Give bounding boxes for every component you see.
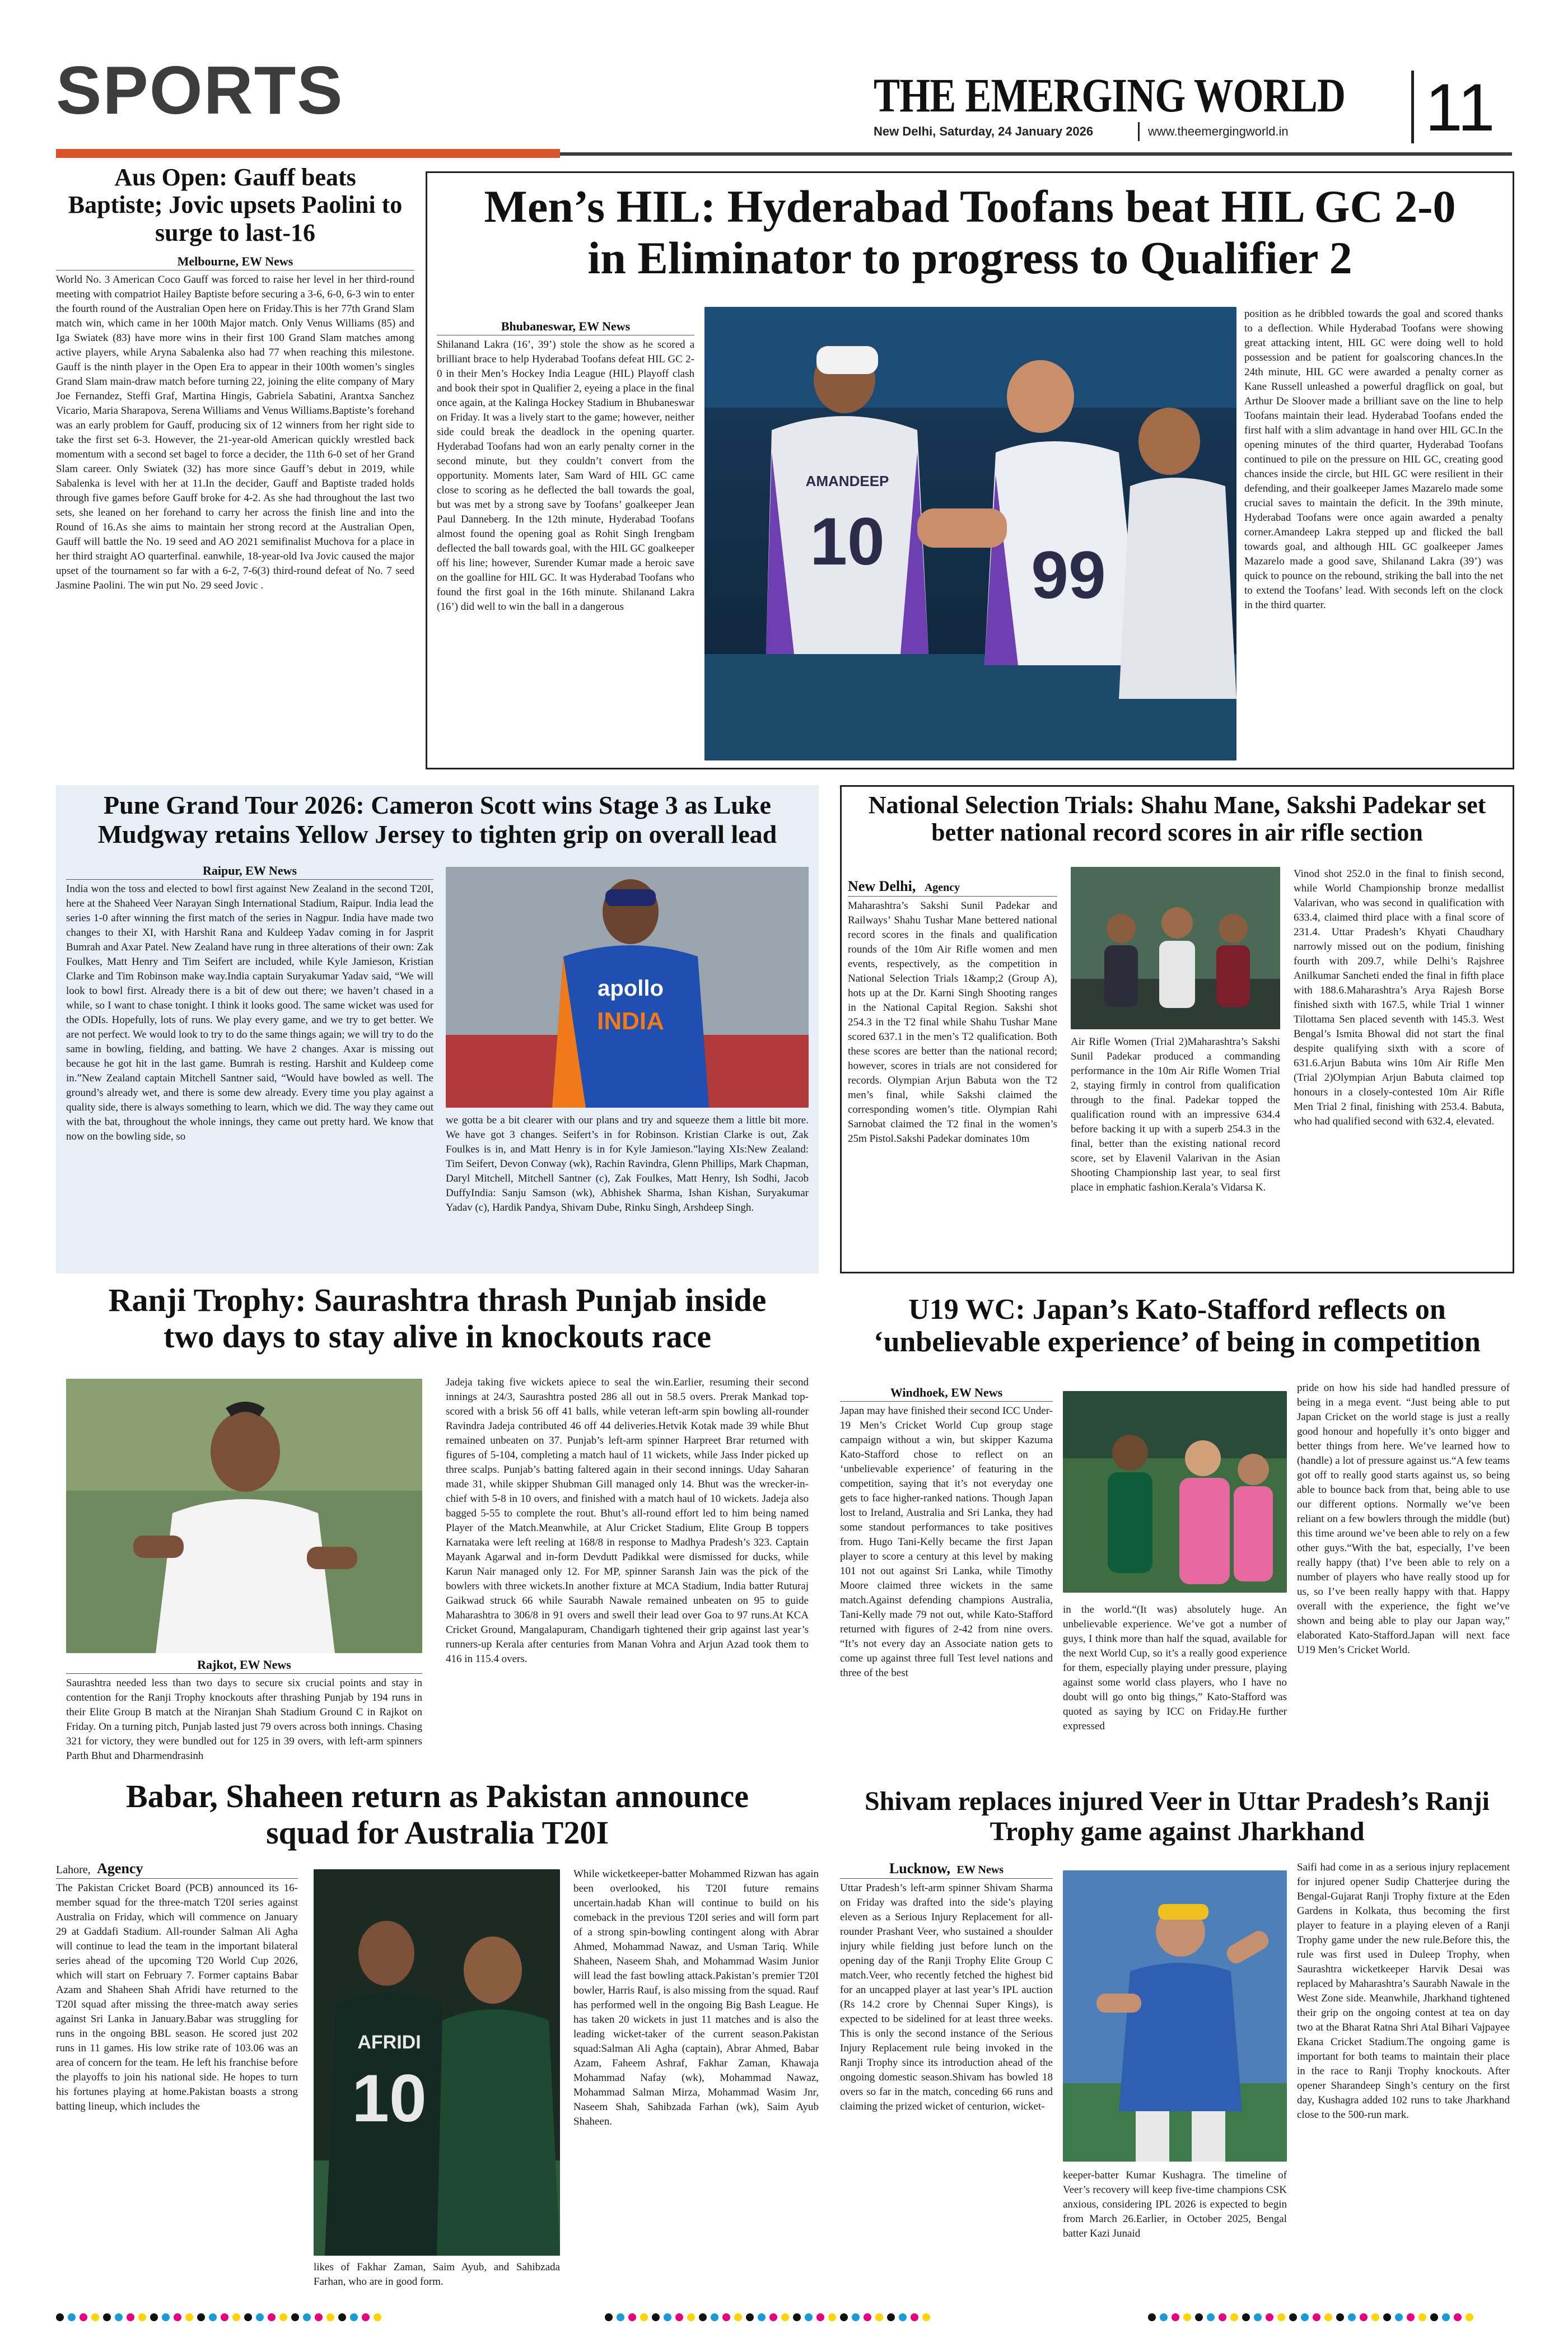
registration-dot: [174, 2313, 181, 2321]
hil-right-column: position as he dribbled towards the goal and scored thanks to a deflection. While Hyderabad Toofans were showing great attacking intent, HIL GC were doing well to hold possession and be patient for goalscoring chances.In the 24th minute, HIL GC were awarded a penalty corner as Kane Russell unleashed a powerful dragflick on goal, but Arthur De Sloover made a brilliant save on the line to help Toofans maintain their lead. Hyderabad Toofans ended the first half with a slim advantage in hand over HIL GC.In the opening minutes of the third quarter, Hyderabad Toofans continued to pile on the pressure on HIL GC, creating good chances inside the circle, but HIL GC were resilient in their defending, and their goalkeeper James Mazarelo made some crucial saves to maintain the deficit. In the 39th minute, Hyderabad Toofans were once again awarded a penalty corner.Amandeep Lakra stepped up and flicked the ball towards goal, and although HIL GC goalkeeper James Mazarelo made a good save, Shilanand Lakra (39’) was quick to pounce on the rebound, striking the ball into the net to extend the Toofans’ lead. With seconds left on the clock in the third quarter.: [1244, 308, 1503, 611]
jersey-number-left: 10: [810, 504, 885, 579]
shooters-photo-art: [1071, 867, 1280, 1029]
article-body: Japan may have finished their second ICC Under-19 Men’s Cricket World Cup group stage campaign without a win, but skipper Kazuma Kato-Stafford chose to reflect on an ‘unbelievable experience’ of featuring in the competition, saying that it’s not everyday one gets to face higher-ranked nations. Though Japan lost to Ireland, Australia and Sri Lanka, they had some standout performances to take positives from. Hugo Tani-Kelly became the first Japan player to score a century at this level by making 101 not out against Sri Lanka, while Timothy Moore claimed three wickets in the same match.Against defending champions Australia, Tani-Kelly made 79 not out, while Kato-Stafford returned with figures of 2-42 from nine overs. “It’s not every day an Associate nation gets to come up against three full Test level nations and three of the best: [840, 1405, 1053, 1679]
ranji-right-column: Jadeja taking five wickets apiece to seal the win.Earlier, resuming their second innings at 24/3, Saurashtra posted 286 all out in 58.5 overs. Prerak Mankad top-scored with a brisk 56 off 41 balls, while veteran left-arm spin bowling all-rounder Ravindra Jadeja contributed 46 off 44 deliveries.Hetvik Kotak made 39 while Bhut remained unbeaten on 37. Punjab’s left-arm spinner Harpreet Brar returned with figures of 5-104, completing a match haul of 11 wickets, while Jass Inder picked up three scalps. Punjab’s batting faltered again in their second innings. Uday Saharan made 31, while skipper Shubman Gill managed only 14. Bhut was the wrecker-in-chief with 5-8 in 10 overs, and finished with a match haul of 10 wickets. Jadeja also bagged 5-55 to complete the rout. Bhut’s all-round effort led to him being named Player of the Match.Meanwhile, at Alur Cricket Stadium, Elite Group B toppers Karnataka were left reeling at 168/8 in response to Madhya Pradesh’s 323. Captain Mayank Agarwal and in-form Devdutt Padikkal were dismissed for ducks, while Karun Nair managed only 12. For MP, spinner Saransh Jain was the pick of the bowlers with three wickets.In another fixture at MCA Stadium, India batter Ruturaj Gaikwad struck 66 while Saurabh Nawale remained unbeaten on 95 to guide Maharashtra to 306/8 in 91 overs and swell their lead over Goa to 97 runs.At KCA Cricket Ground, Mangalapuram, Chandigarh tightened their grip against last year’s runners-up Kerala after centuries from Manan Vohra and Arjun Azad took them to 416 in 115.4 overs.: [446, 1376, 809, 1665]
headline[interactable]: Men’s HIL: Hyderabad Toofans beat HIL GC 2-0 in Eliminator to progress to Qualifier 2: [484, 181, 1456, 283]
registration-dot: [1371, 2313, 1379, 2321]
registration-dot: [1160, 2313, 1168, 2321]
website-link[interactable]: www.theemergingworld.in: [1148, 124, 1289, 138]
dateline-source: Agency: [97, 1860, 143, 1877]
jersey-brand: apollo: [598, 976, 664, 1001]
registration-dot: [828, 2313, 836, 2321]
dateline: Raipur, EW News: [66, 864, 433, 880]
registration-dot: [734, 2313, 742, 2321]
registration-dot: [256, 2313, 264, 2321]
trials-right-column: Vinod shot 252.0 in the final to finish second, while World Championship bronze medallist Valarivan, who was second in qualification with 633.4, claimed third place with a final score of 231.4. Uttar Pradesh’s Khyati Chaudhary narrowly missed out on the podium, finishing fourth with 209.7, while Delhi’s Rajshree Anilkumar Sancheti ended the final in fifth place with 188.6.Maharashtra’s Arya Rajesh Borse finished sixth with 167.5, while Trial 1 winner Tilottama Sen placed seventh with 145.3. West Bengal’s Ismita Bhowal did not start the final despite qualifying sixth with a score of 631.6.Arjun Babuta wins 10m Air Rifle Men (Trial 2)Olympian Arjun Babuta claimed top honours in a closely-contested 10m Air Rifle Men Trial 2 final, finishing with 253.4. Babuta, who had qualified second with 632.4, elevated.: [1294, 868, 1504, 1127]
header-accent-bar: [56, 149, 560, 158]
headline[interactable]: Aus Open: Gauff beats Baptiste; Jovic upsets Paolini to surge to last-16: [68, 164, 403, 246]
registration-dot: [68, 2313, 76, 2321]
registration-dot: [640, 2313, 648, 2321]
dateline: Rajkot, EW News: [66, 1658, 422, 1674]
babar-mid-column: likes of Fakhar Zaman, Saim Ayub, and Sahibzada Farhan, who are in good form.: [314, 2261, 560, 2288]
registration-dot: [138, 2313, 146, 2321]
registration-dot: [816, 2313, 824, 2321]
article-body: India won the toss and elected to bowl first against New Zealand in the second T20I, here at the Shaheed Veer Narayan Singh International Stadium, Raipur. India lead the series 1-0 after winning the first match of the series in Nagpur. India have made two changes to their XI, with Harshit Rana and Kuldeep Yadav coming in for Jasprit Bumrah and Axar Patel. New Zealand have rung in three alterations of their own: Zak Foulkes, Matt Henry and Tim Seifert are included, while Kyle Jamieson, Kristian Clarke and Tim Robinson make way.India captain Suryakumar Yadav said, “We will look to bowl first. Already there is a bit of dew out there; we haven’t chased in a while, so I want to chase tonight. I think it looks good. The same wicket was used for the ODIs. Hopefully, lots of runs. We play every game, and we try to get better. We are not perfect. We would look to try to do the same things again; we will try to do the same in bowling, fielding, and batting. We have 2 changes. Axar is missing out because he got hit in the last game. Bumrah is resting. Harshit and Kuldeep come in.”New Zealand captain Mitchell Santner said, “Would have bowled as well. The ground’s already wet, and there is some dew already. Every time you play against a quality side, there is always something to learn, which we did. The way they came out with the bat, throughout the whole innings, they came out pretty hard. We know that now on the bowling side, so: [66, 883, 433, 1142]
pune-left-column: [66, 864, 433, 1270]
article-body: World No. 3 American Coco Gauff was forced to raise her level in her third-round meeting with compatriot Hailey Baptiste before securing a 3-6, 6-0, 6-3 win to enter the fourth round of the Australian Open here on Friday.This is her 77th Grand Slam match win, which came in her 100th Major match. Only Venus Williams (85) and Iga Swiatek (83) have more wins in their first 100 Grand Slam matches among active players, while Aryna Sabalenka also had 77 when reaching this milestone. Gauff is the ninth player in the Open Era to appear in their 100th women’s singles Grand Slam main-draw match before turning 22, joining the elite company of Mary Joe Fernandez, Steffi Graf, Martina Hingis, Gabriela Sabatini, Arantxa Sanchez Vicario, Maria Sharapova, Serena Williams and Venus Williams.Baptiste’s forehand was an early problem for Gauff, producing six of 12 winners from her right side to take the first set 6-3. However, the 21-year-old American quickly wrestled back momentum with a second set bagel to force a decider, the 11th 6-0 set of her Grand Slam career. Only Swiatek (32) has more since Gauff’s debut in 2019, while Sabalenka is level with her at 11.In the decider, Gauff and Baptiste traded holds through five games before Gauff broke for 4-2. As she had throughout the last two sets, she leaned on her forehand to carry her across the finish line and into the Round of 16.As she aims to maintain her strong record at the Australian Open, Gauff will battle the No. 19 seed and AO 2021 semifinalist Muchova for a place in her third straight AO quarterfinal. eanwhile, 18-year-old Iva Jovic caused the major upset of the tournament so far with a 6-2, 7-6(3) third-round defeat of No. 7 seed Jasmine Paolini. The win put No. 29 seed Jovic .: [56, 273, 414, 591]
registration-dot: [197, 2313, 205, 2321]
article-body: Saurashtra needed less than two days to secure six crucial points and stay in contention for the Ranji Trophy knockouts after thrashing Punjab by 194 runs in their Elite Group B match at the Niranjan Shah Stadium Ground C in Rajkot on Friday. On a turning pitch, Punjab lasted just 79 overs across both innings. Chasing 321 for victory, they were bundled out for 125 in 39 overs, with left-arm spinners Parth Bhut and Dharmendrasinh: [66, 1677, 422, 1762]
registration-dot: [221, 2313, 228, 2321]
registration-dot: [711, 2313, 718, 2321]
registration-dot: [605, 2313, 613, 2321]
pakistan-photo-art: [314, 1869, 560, 2256]
page-number: 11: [1425, 70, 1495, 145]
registration-dot: [350, 2313, 358, 2321]
jersey-name-left: AMANDEEP: [805, 473, 889, 489]
registration-dot: [1289, 2313, 1297, 2321]
registration-dot: [805, 2313, 813, 2321]
registration-dot: [1454, 2313, 1462, 2321]
shivam-mid-column: keeper-batter Kumar Kushagra. The timeline of Veer’s recovery will keep five-time champions CSK anxious, considering IPL 2026 is expected to begin from March 26.Earlier, in October 2025, Bengal batter Kazi Junaid: [1063, 2169, 1287, 2239]
pune-right-column: we gotta be a bit clearer with our plans and try and squeeze them a little bit more. We have got 3 changes. Seifert’s in for Robinson. Kristian Clarke is out, Zak Foulkes is in, and Matt Henry is in for Kyle Jamieson.”laying XIs:New Zealand: Tim Seifert, Devon Conway (wk), Rachin Ravindra, Glenn Phillips, Mark Chapman, Daryl Mitchell, Mitchell Santner (c), Zak Foulkes, Matt Henry, Ish Sodhi, Jacob DuffyIndia: Sanju Samson (wk), Abhishek Sharma, Ishan Kishan, Suryakumar Yadav (c), Hardik Pandya, Shivam Dube, Rinku Singh, Arshdeep Singh.: [446, 1114, 809, 1214]
registration-dot: [56, 2313, 64, 2321]
registration-dot: [911, 2313, 918, 2321]
jersey-name: AFRIDI: [357, 2032, 421, 2053]
registration-dot: [1148, 2313, 1156, 2321]
article-shivam: [840, 1786, 1514, 1854]
registration-dot: [91, 2313, 99, 2321]
hil-left-column: [437, 319, 694, 764]
masthead-divider: [1138, 122, 1140, 141]
registration-dot: [781, 2313, 789, 2321]
headline[interactable]: Babar, Shaheen return as Pakistan announce squad for Australia T20I: [126, 1778, 749, 1851]
print-registration-marks-left: [56, 2311, 381, 2324]
registration-dot: [864, 2313, 871, 2321]
jersey-number: 10: [352, 2061, 427, 2136]
shivam-photo-art: [1063, 1870, 1287, 2162]
registration-dot: [127, 2313, 134, 2321]
header-rule: [560, 152, 1512, 156]
dateline: Windhoek, EW News: [840, 1385, 1053, 1402]
registration-dot: [875, 2313, 883, 2321]
dateline: Melbourne, EW News: [56, 254, 414, 270]
dateline: [848, 878, 1057, 897]
registration-dot: [1395, 2313, 1403, 2321]
registration-dot: [746, 2313, 754, 2321]
registration-dot: [852, 2313, 860, 2321]
registration-dot: [232, 2313, 240, 2321]
registration-dot: [1219, 2313, 1226, 2321]
print-registration-marks-center: [605, 2311, 930, 2324]
registration-dot: [115, 2313, 123, 2321]
registration-dot: [1442, 2313, 1450, 2321]
registration-dot: [1301, 2313, 1309, 2321]
registration-dot: [315, 2313, 323, 2321]
registration-dot: [899, 2313, 907, 2321]
registration-dot: [1466, 2313, 1473, 2321]
registration-dot: [1266, 2313, 1273, 2321]
registration-dot: [103, 2313, 111, 2321]
headline[interactable]: U19 WC: Japan’s Kato-Stafford reflects on ‘unbelievable experience’ of being in competition: [874, 1294, 1481, 1359]
pakistan-players-photo: [314, 1869, 560, 2256]
registration-dot: [769, 2313, 777, 2321]
dateline: Bhubaneswar, EW News: [437, 319, 694, 335]
hockey-celebration-photo: [704, 307, 1236, 760]
headline[interactable]: Pune Grand Tour 2026: Cameron Scott wins Stage 3 as Luke Mudgway retains Yellow Jersey to tighten grip on overall lead: [97, 791, 777, 848]
registration-dot: [1324, 2313, 1332, 2321]
registration-dot: [1172, 2313, 1179, 2321]
article-babar: [56, 1778, 819, 1851]
dateline-place: Lucknow,: [889, 1860, 951, 1877]
registration-dot: [1183, 2313, 1191, 2321]
registration-dot: [922, 2313, 930, 2321]
registration-dot: [1430, 2313, 1438, 2321]
registration-dot: [1360, 2313, 1368, 2321]
registration-dot: [793, 2313, 801, 2321]
u19-left-column: [840, 1385, 1053, 1777]
registration-dot: [758, 2313, 766, 2321]
article-body: Shilanand Lakra (16’, 39’) stole the show as he scored a brilliant brace to help Hyderabad Toofans defeat HIL GC 2-0 in their Men’s Hockey India League (HIL) Playoff clash and book their spot in Qualifier 2, eyeing a place in the final once again, at the Kalinga Hockey Stadium in Bhubaneswar on Friday. It was a lively start to the game; however, neither side could break the deadlock in the opening quarter. Hyderabad Toofans had won an early penalty corner in the second minute, but they couldn’t convert from the opportunity. Moments later, Sam Ward of HIL GC came close to scoring as he deflected the ball towards the goal, but was met by a strong save by Toofans’ goalkeeper Jean Paul Danneberg. In the 12th minute, Hyderabad Toofans almost found the opening goal as Rohit Singh Irengbam deflected the ball towards goal, with the HIL GC goalkeeper off his line; however, Surender Kumar made a heroic save on the goalline for HIL GC. It was Hyderabad Toofans who found the first goal in the 16th minute. Shilanand Lakra (16’) did well to win the ball in a dangerous: [437, 339, 694, 613]
registration-dot: [209, 2313, 217, 2321]
trials-left-column: [848, 878, 1057, 1270]
registration-dot: [338, 2313, 346, 2321]
registration-dot: [1336, 2313, 1344, 2321]
registration-dot: [1348, 2313, 1356, 2321]
print-registration-marks-right: [1148, 2311, 1473, 2324]
cricketer-photo: [446, 867, 809, 1108]
edition-date: New Delhi, Saturday, 24 January 2026: [874, 124, 1094, 138]
article-body: Uttar Pradesh’s left-arm spinner Shivam Sharma on Friday was drafted into the side’s playing eleven as a Serious Injury Replacement for all-rounder Prashant Veer, who sustained a shoulder injury while fielding just before lunch on the opening day of the Ranji Trophy Elite Group C match.Veer, who recently fetched the highest bid for an uncapped player at last year’s IPL auction (Rs 14.2 crore by Chennai Super Kings), is expected to be sidelined for at least three weeks. This is only the second instance of the Serious Injury Replacement rule being invoked in the Ranji Trophy since its introduction ahead of the ongoing domestic season.Shivam has bowled 18 overs so far in the match, conceding 66 runs and claiming the prized wicket of centurion, wicket-: [840, 1882, 1053, 2112]
babar-left-column: [56, 1860, 298, 2303]
page-number-divider: [1411, 71, 1414, 143]
registration-dot: [162, 2313, 170, 2321]
registration-dot: [374, 2313, 381, 2321]
registration-dot: [291, 2313, 299, 2321]
shivam-photo: [1063, 1870, 1287, 2162]
article-gauff: [56, 164, 414, 768]
shooters-podium-photo: [1071, 867, 1280, 1029]
registration-dot: [185, 2313, 193, 2321]
registration-dot: [687, 2313, 695, 2321]
registration-dot: [664, 2313, 671, 2321]
article-body: Maharashtra’s Sakshi Sunil Padekar and Railways’ Shahu Tushar Mane bettered national record scores in the finals and qualification rounds of the 10m Air Rifle women and men events, respectively, as the competition in National Selection Trials 1&amp;2 (Group A), hots up at the Dr. Karni Singh Shooting ranges in the National Capital Region. Sakshi shot 254.3 in the T2 final while Shahu Tushar Mane scored 637.1 in the men’s T2 qualification. Both these scores are better than the national record; however, scores in trials are not considered for records. Olympian Arjun Babuta won the T2 men’s final, while Sakshi claimed the corresponding women’s title. Olympian Rahi Sarnobat claimed the T2 final in the women’s 25m Pistol.Sakshi Padekar dominates 10m: [848, 900, 1057, 1145]
cricketer-photo-art: [446, 867, 809, 1108]
ranji-player-photo: [66, 1379, 422, 1653]
registration-dot: [1383, 2313, 1391, 2321]
dateline-place: New Delhi,: [848, 878, 916, 894]
registration-dot: [652, 2313, 660, 2321]
shivam-right-column: Saifi had come in as a serious injury replacement for injured opener Sudip Chatterjee during the Bengal-Gujarat Ranji Trophy fixture at the Eden Gardens in Kolkata, thus becoming the first player to feature in a playing eleven of a Ranji Trophy game under the new rule.Before this, the rule was first used in Duleep Trophy, when Saurashtra wicketkeeper Harvik Desai was replaced by Maharashtra’s Saurabh Nawale in the West Zone side. Meanwhile, Jharkhand tightened their grip on the ongoing contest at tea on day two at the Bharat Ratna Shri Atal Bihari Vajpayee Ekana Cricket Stadium.The ongoing game is important for both teams to maintain their place in the race to Ranji Trophy knockouts. After opener Sharandeep Singh’s century on the first day, Kushagra added 102 runs to take Jharkhand close to the 500-run mark.: [1297, 1861, 1510, 2121]
registration-dot: [1230, 2313, 1238, 2321]
u19-right-column: pride on how his side had handled pressure of being in a mega event. “Just being able to put Japan Cricket on the world stage is just a really good honour and hopefully it’s onto bigger and better things from here. We’ve learned how to (handle) a lot of pressure against us.“A few teams got off to really good starts against us, so being able to bounce back from that, being able to use our different options. Normally we’ve been reliant on a few bowlers through the middle (but) this time around we’ve been able to rely on a few other guys.“With the bat, especially, I’ve been really happy (that) I’ve been able to rely on a number of players who have really stood up for us, so I’ve been really happy with that. Happy overall with the experience, the fight we’ve shown and being able to play our Japan way,” elaborated Kato-Stafford.Japan will next face U19 Men’s Cricket World.: [1297, 1382, 1510, 1656]
registration-dot: [362, 2313, 370, 2321]
trials-mid-column: Air Rifle Women (Trial 2)Maharashtra’s Sakshi Sunil Padekar produced a commanding performance in the 10m Air Rifle Women Trial 2, staying firmly in control from qualification through to the final. Padekar topped the qualification round with an impressive 634.4 before backing it up with a superb 254.3 in the final, better than the existing national record score, set by Elavenil Valarivan in the Asian Shooting Championship last year, to seal first place in emphatic fashion.Kerala’s Vidarsa K.: [1071, 1036, 1280, 1193]
registration-dot: [840, 2313, 848, 2321]
registration-dot: [675, 2313, 683, 2321]
registration-dot: [617, 2313, 624, 2321]
registration-dot: [699, 2313, 707, 2321]
dateline-source: EW News: [956, 1864, 1004, 1876]
registration-dot: [150, 2313, 158, 2321]
section-title: SPORTS: [56, 52, 344, 128]
registration-dot: [1254, 2313, 1262, 2321]
registration-dot: [1242, 2313, 1250, 2321]
registration-dot: [628, 2313, 636, 2321]
registration-dot: [279, 2313, 287, 2321]
u19-cricket-photo: [1063, 1391, 1287, 1593]
registration-dot: [303, 2313, 311, 2321]
ranji-left-column: [66, 1658, 422, 1775]
hockey-photo-art: [704, 307, 1236, 760]
registration-dot: [1313, 2313, 1320, 2321]
registration-dot: [1407, 2313, 1415, 2321]
registration-dot: [268, 2313, 276, 2321]
jersey-number-right: 99: [1031, 538, 1106, 613]
headline[interactable]: Ranji Trophy: Saurashtra thrash Punjab inside two days to stay alive in knockouts race: [108, 1282, 767, 1355]
dateline-source: Agency: [924, 881, 960, 894]
registration-dot: [1207, 2313, 1215, 2321]
dateline: [840, 1860, 1053, 1879]
jersey-country: INDIA: [597, 1007, 664, 1035]
article-body: The Pakistan Cricket Board (PCB) announced its 16-member squad for the three-match T20I series against Australia on Friday, which will commence on January 29 at Gaddafi Stadium. All-rounder Salman Ali Agha will continue to lead the team in the important bilateral series ahead of the upcoming T20 World Cup 2026, which will start on February 7. Former captains Babar Azam and Shaheen Shah Afridi have returned to the T20I squad after missing the three-match away series against Sri Lanka in January.Babar was struggling for runs in the ongoing BBL season. He scored just 202 runs in 11 games. His low strike rate of 103.06 was an area of concern for the team. He left his franchise before the playoffs to join his national side. He hopes to turn his fortunes playing at home.Pakistan boasts a strong batting lineup, which includes the: [56, 1882, 298, 2112]
babar-right-column: While wicketkeeper-batter Mohammed Rizwan has again been overlooked, his T20I future remains uncertain.hadab Khan will continue to build on his comeback in the previous T20I series and will form part of a strong spin-bowling contingent along with Abrar Ahmed, Mohammad Nawaz, and Usman Tariq. While Shaheen, Naseem Shah, and Mohammad Wasim Junior will lead the fast bowling attack.Pakistan’s premier T20I bowler, Harris Rauf, is also missing from the squad. Rauf has performed well in the ongoing Big Bash League. He has taken 20 wickets in just 11 matches and is also the leading wicket-taker of the current season.Pakistan squad:Salman Ali Agha (captain), Abrar Ahmed, Babar Azam, Faheem Ashraf, Fakhar Zaman, Khawaja Mohammad Nafay (wk), Mohammad Nawaz, Mohammad Salman Mirza, Mohammad Wasim Jnr, Naseem Shah, Sahibzada Farhan (wk), Saim Ayub Shaheen.: [573, 1868, 819, 2127]
ranji-photo-art: [66, 1379, 422, 1653]
registration-dot: [244, 2313, 252, 2321]
newspaper-name: THE EMERGING WORLD: [874, 68, 1346, 122]
registration-dot: [1195, 2313, 1203, 2321]
headline[interactable]: National Selection Trials: Shahu Mane, Sakshi Padekar set better national record scores in air rifle section: [868, 791, 1486, 847]
u19-photo-art: [1063, 1391, 1287, 1593]
registration-dot: [1418, 2313, 1426, 2321]
headline[interactable]: Shivam replaces injured Veer in Uttar Pradesh’s Ranji Trophy game against Jharkhand: [864, 1786, 1490, 1846]
dateline: [56, 1860, 298, 1879]
u19-mid-column: in the world.“(It was) absolutely huge. An unbelievable experience. We’ve got a number of guys, I think more than half the squad, available for the next World Cup, so it’s a really good experience for them, especially playing under pressure, playing against some world class players, who I have no doubt will go onto big things,” Kato-Stafford was quoted as saying by ICC on Friday.He further expressed: [1063, 1604, 1287, 1732]
registration-dot: [326, 2313, 334, 2321]
registration-dot: [1277, 2313, 1285, 2321]
registration-dot: [80, 2313, 87, 2321]
dateline-place: Lahore,: [56, 1864, 91, 1876]
shivam-left-column: [840, 1860, 1053, 2303]
registration-dot: [722, 2313, 730, 2321]
registration-dot: [887, 2313, 895, 2321]
